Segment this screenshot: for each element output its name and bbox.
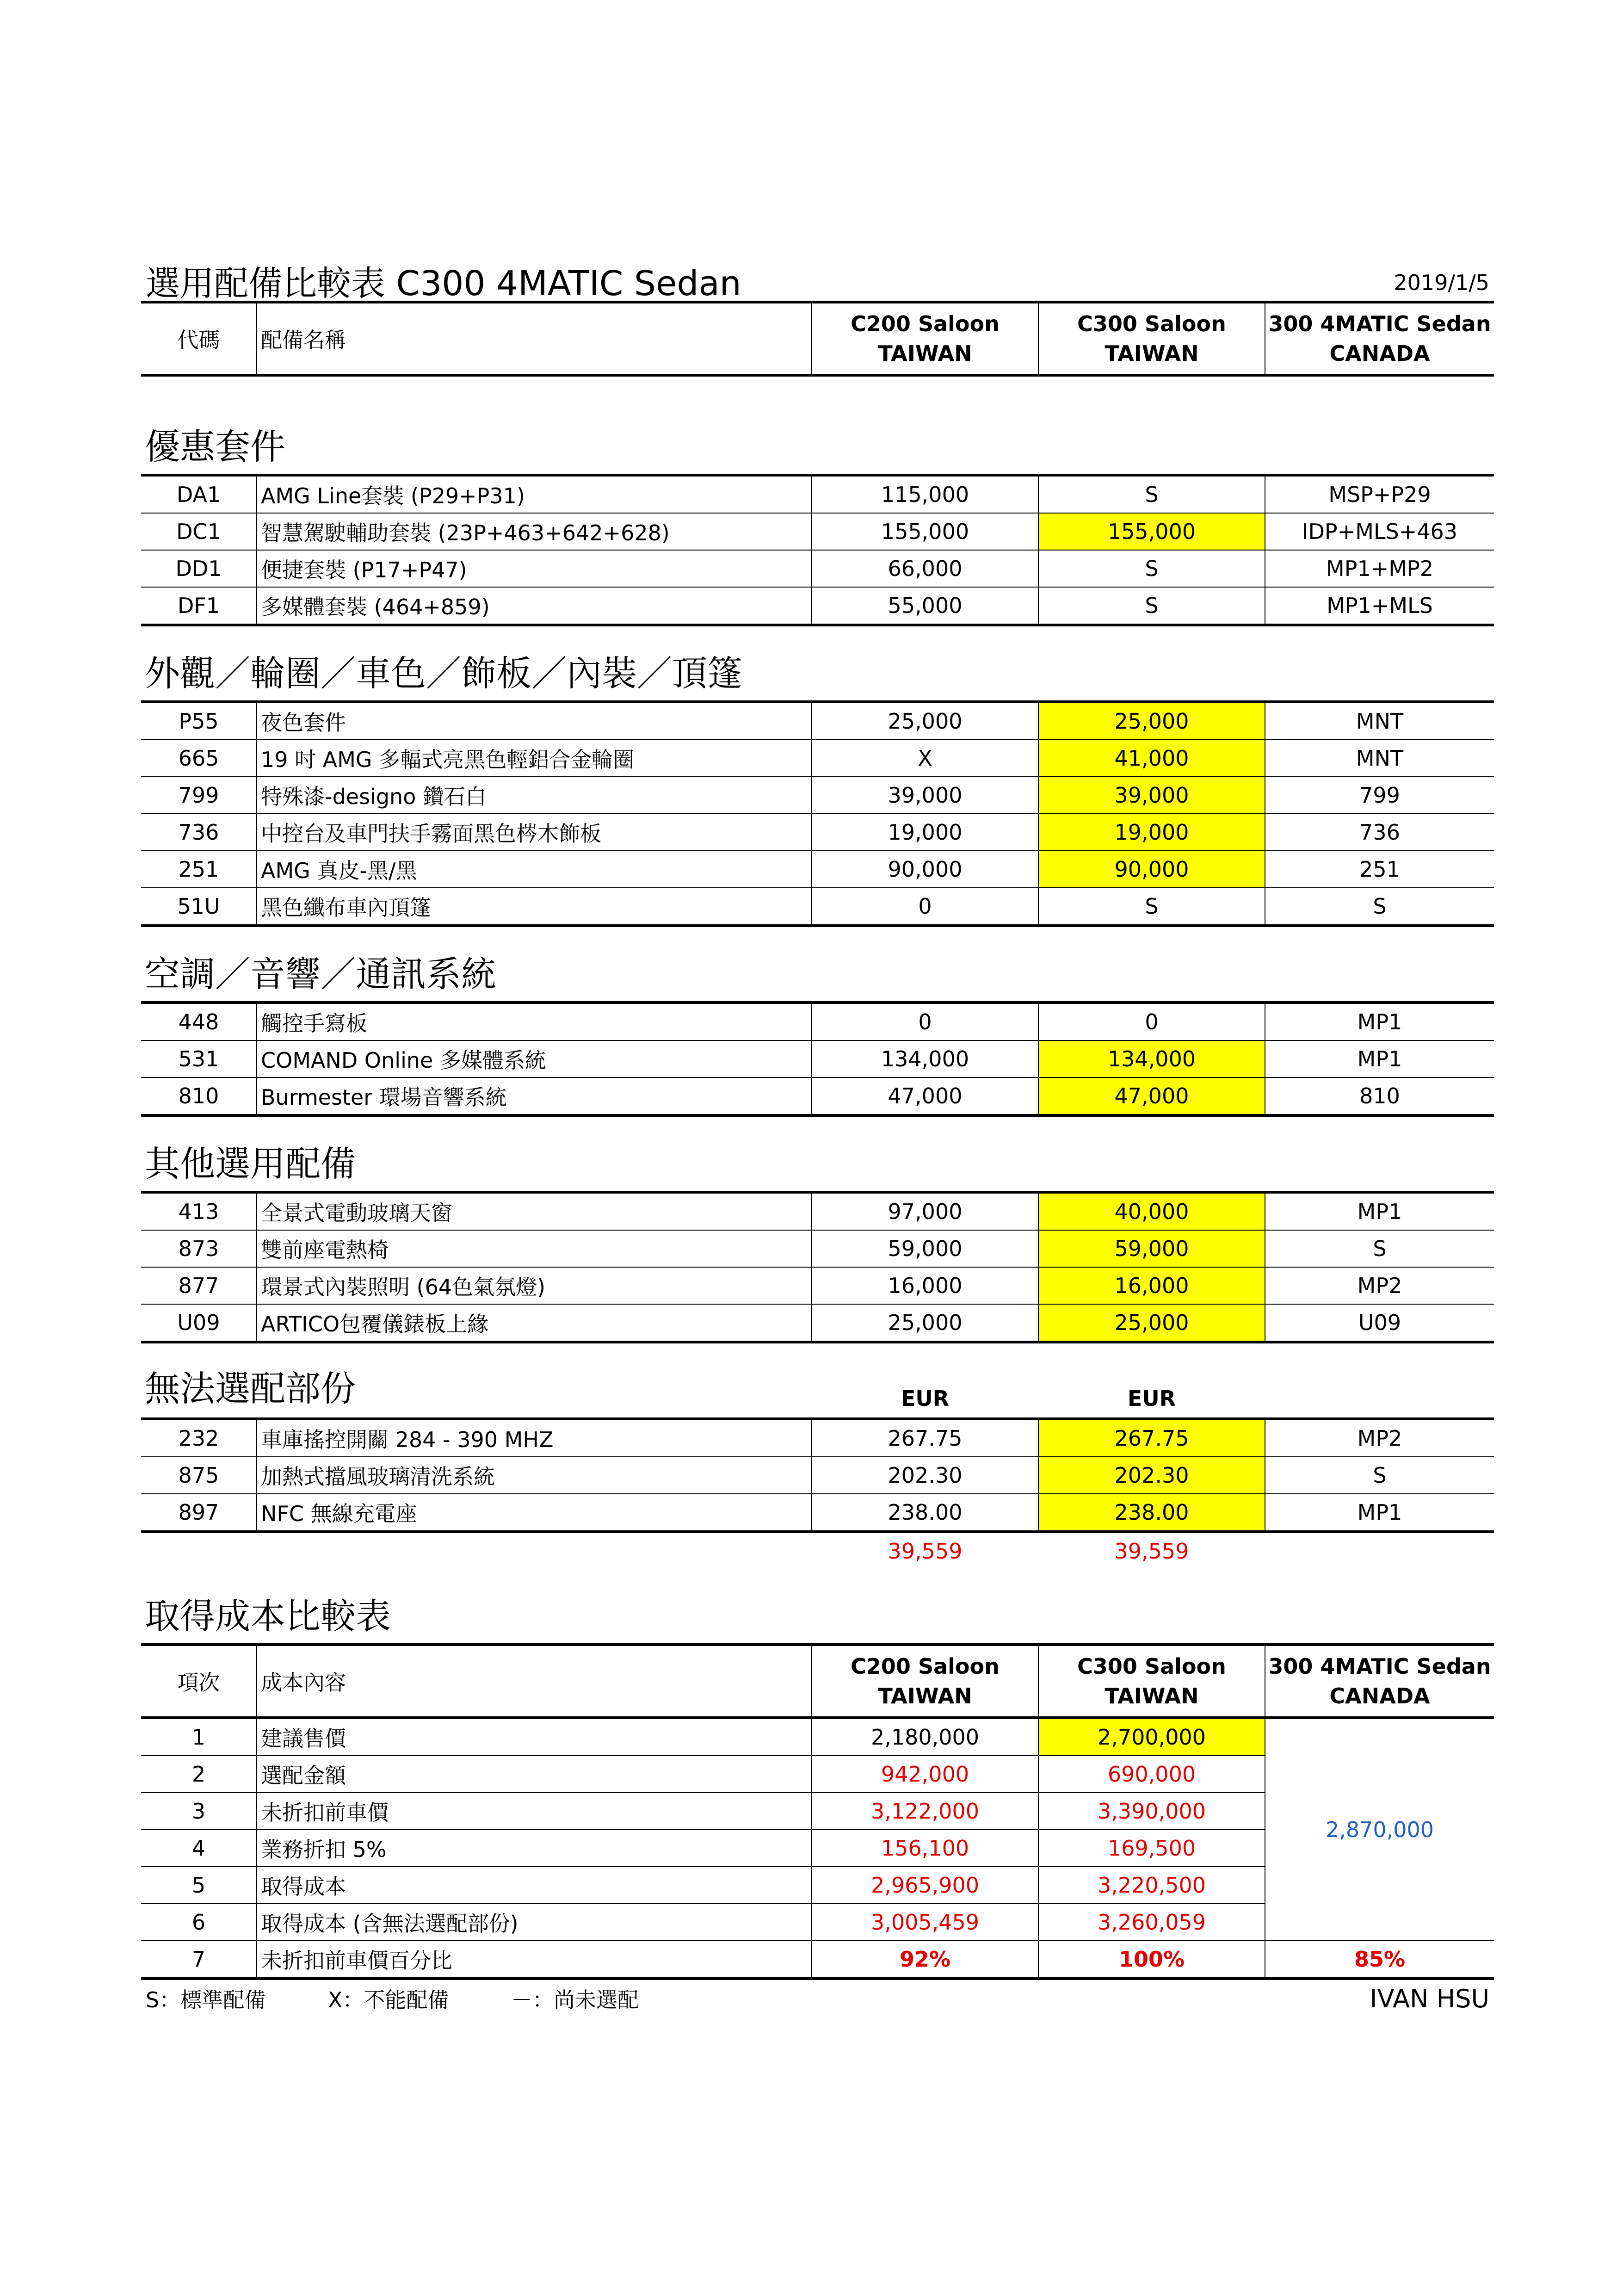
table-row	[141, 1267, 1494, 1304]
section-title: 優惠套件	[145, 426, 285, 467]
cost-section-title: 取得成本比較表	[145, 1596, 391, 1637]
header-c300-line2: TAIWAN	[1105, 341, 1199, 366]
option-code: DD1	[141, 550, 257, 587]
option-name: 加熱式擋風玻璃清洗系統	[257, 1457, 812, 1494]
cost-c300: 690,000	[1038, 1756, 1265, 1793]
section-table	[141, 474, 1494, 626]
item-number: 1	[141, 1718, 257, 1756]
header-canada	[1265, 302, 1494, 375]
code-canada: 736	[1265, 814, 1494, 851]
legend-unavailable: X：不能配備	[327, 1987, 449, 2012]
cost-c300: 3,390,000	[1038, 1793, 1265, 1830]
section-table	[141, 700, 1494, 927]
option-name: 中控台及車門扶手霧面黑色梣木飾板	[257, 814, 812, 851]
option-name: 特殊漆-designo 鑽石白	[257, 777, 812, 814]
header-canada-line1: 300 4MATIC Sedan	[1268, 311, 1491, 336]
option-name: 夜色套件	[257, 702, 812, 740]
table-row	[141, 1718, 1494, 1756]
option-code: 875	[141, 1457, 257, 1494]
option-code: 736	[141, 814, 257, 851]
option-name: COMAND Online 多媒體系統	[257, 1040, 812, 1077]
option-code: 232	[141, 1419, 257, 1457]
code-canada: S	[1265, 1457, 1494, 1494]
option-sections	[141, 377, 1494, 1362]
option-code: U09	[141, 1304, 257, 1342]
price-c300: 47,000	[1038, 1077, 1265, 1115]
code-canada: MSP+P29	[1265, 475, 1494, 513]
table-row	[141, 1077, 1494, 1115]
price-c200: 97,000	[812, 1192, 1038, 1230]
price-c300: S	[1038, 475, 1265, 513]
code-canada: MP1	[1265, 1003, 1494, 1040]
cost-header-c200	[812, 1645, 1038, 1718]
price-c300: 41,000	[1038, 740, 1265, 777]
option-code: P55	[141, 702, 257, 740]
price-c200: 202.30	[812, 1457, 1038, 1494]
code-canada: S	[1265, 1230, 1494, 1267]
cost-label: 業務折扣 5%	[257, 1830, 812, 1867]
item-number: 7	[141, 1941, 257, 1979]
option-code: DF1	[141, 587, 257, 625]
option-code: 897	[141, 1494, 257, 1532]
price-c200: 25,000	[812, 702, 1038, 740]
price-c300: 40,000	[1038, 1192, 1265, 1230]
table-row	[141, 814, 1494, 851]
option-name: AMG 真皮-黑/黑	[257, 851, 812, 888]
legend	[146, 1983, 694, 2014]
option-name: 黑色纖布車內頂篷	[257, 888, 812, 926]
cost-label: 取得成本	[257, 1867, 812, 1904]
currency-label-c200: EUR	[901, 1386, 950, 1411]
table-row	[141, 888, 1494, 926]
table-row	[141, 1457, 1494, 1494]
item-number: 3	[141, 1793, 257, 1830]
table-row	[141, 777, 1494, 814]
header-c200-line1: C200 Saloon	[851, 311, 1000, 336]
title-row	[141, 250, 1494, 301]
section-title: 其他選用配備	[145, 1143, 356, 1184]
table-row	[141, 702, 1494, 740]
section-title: 空調／音響／通訊系統	[145, 953, 496, 995]
item-number: 6	[141, 1904, 257, 1941]
cost-header-c300-line2: TAIWAN	[1105, 1683, 1199, 1708]
cost-header-row	[141, 1645, 1494, 1718]
code-canada: MP1+MP2	[1265, 550, 1494, 587]
cost-label: 未折扣前車價百分比	[257, 1941, 812, 1979]
cost-c300: 2,700,000	[1038, 1718, 1265, 1756]
code-canada: MP2	[1265, 1419, 1494, 1457]
code-canada: IDP+MLS+463	[1265, 513, 1494, 550]
option-name: 19 吋 AMG 多輻式亮黑色輕鋁合金輪圈	[257, 740, 812, 777]
option-code: 51U	[141, 888, 257, 926]
header-canada-line2: CANADA	[1329, 341, 1430, 366]
price-c200: 0	[812, 888, 1038, 926]
cost-label: 未折扣前車價	[257, 1793, 812, 1830]
total-c300: 39,559	[1114, 1539, 1189, 1564]
column-header-row	[141, 302, 1494, 375]
header-item: 項次	[141, 1645, 257, 1718]
option-name: AMG Line套裝 (P29+P31)	[257, 475, 812, 513]
price-c300: S	[1038, 888, 1265, 926]
option-code: 665	[141, 740, 257, 777]
header-table	[141, 301, 1494, 377]
option-code: 251	[141, 851, 257, 888]
header-c200-line2: TAIWAN	[878, 341, 972, 366]
price-c200: 0	[812, 1003, 1038, 1040]
total-c200: 39,559	[888, 1539, 963, 1564]
percent-canada: 85%	[1265, 1941, 1494, 1979]
option-code: 531	[141, 1040, 257, 1077]
cost-label: 選配金額	[257, 1756, 812, 1793]
price-c300: 16,000	[1038, 1267, 1265, 1304]
code-canada: 251	[1265, 851, 1494, 888]
option-code: 413	[141, 1192, 257, 1230]
option-name: 智慧駕駛輔助套裝 (23P+463+642+628)	[257, 513, 812, 550]
cost-header-canada	[1265, 1645, 1494, 1718]
code-canada: MP1+MLS	[1265, 587, 1494, 625]
price-c200: X	[812, 740, 1038, 777]
cost-header-c200-line1: C200 Saloon	[851, 1654, 1000, 1679]
header-c300-line1: C300 Saloon	[1077, 311, 1226, 336]
percent-row	[141, 1941, 1494, 1979]
price-c300: S	[1038, 587, 1265, 625]
option-name: NFC 無線充電座	[257, 1494, 812, 1532]
table-row	[141, 1192, 1494, 1230]
currency-label-c300: EUR	[1127, 1386, 1176, 1411]
price-c200: 155,000	[812, 513, 1038, 550]
table-row	[141, 1040, 1494, 1077]
cost-canada: 2,870,000	[1265, 1718, 1494, 1941]
comparison-sheet	[141, 250, 1494, 2017]
cost-c300: 3,220,500	[1038, 1867, 1265, 1904]
price-c300: 134,000	[1038, 1040, 1265, 1077]
code-canada: MNT	[1265, 740, 1494, 777]
table-row	[141, 1003, 1494, 1040]
table-row	[141, 740, 1494, 777]
price-c200: 25,000	[812, 1304, 1038, 1342]
price-c300: S	[1038, 550, 1265, 587]
price-c200: 47,000	[812, 1077, 1038, 1115]
option-name: 多媒體套裝 (464+859)	[257, 587, 812, 625]
option-name: 便捷套裝 (P17+P47)	[257, 550, 812, 587]
table-row	[141, 851, 1494, 888]
unavailable-table	[141, 1417, 1494, 1533]
price-c200: 90,000	[812, 851, 1038, 888]
cost-c200: 3,122,000	[812, 1793, 1038, 1830]
footer	[141, 1980, 1494, 2017]
cost-header-c300	[1038, 1645, 1265, 1718]
price-c300: 155,000	[1038, 513, 1265, 550]
document-date: 2019/1/5	[1394, 270, 1489, 295]
price-c300: 202.30	[1038, 1457, 1265, 1494]
cost-header-c300-line1: C300 Saloon	[1077, 1654, 1226, 1679]
price-c300: 39,000	[1038, 777, 1265, 814]
table-row	[141, 1419, 1494, 1457]
header-content: 成本內容	[257, 1645, 812, 1718]
legend-standard: S：標準配備	[146, 1987, 266, 2012]
section-table	[141, 1001, 1494, 1117]
cost-c200: 156,100	[812, 1830, 1038, 1867]
cost-c300: 169,500	[1038, 1830, 1265, 1867]
header-c200	[812, 302, 1038, 375]
price-c300: 25,000	[1038, 1304, 1265, 1342]
price-c200: 39,000	[812, 777, 1038, 814]
item-number: 5	[141, 1867, 257, 1904]
cost-header-c200-line2: TAIWAN	[878, 1683, 972, 1708]
price-c300: 19,000	[1038, 814, 1265, 851]
option-name: 車庫搖控開關 284 - 390 MHZ	[257, 1419, 812, 1457]
option-code: 799	[141, 777, 257, 814]
price-c300: 0	[1038, 1003, 1265, 1040]
option-code: 448	[141, 1003, 257, 1040]
author: IVAN HSU	[1370, 1984, 1489, 2013]
section-title: 無法選配部份	[145, 1368, 356, 1409]
table-row	[141, 475, 1494, 513]
header-c300	[1038, 302, 1265, 375]
cost-c200: 942,000	[812, 1756, 1038, 1793]
percent-c200: 92%	[812, 1941, 1038, 1979]
cost-label: 取得成本 (含無法選配部份)	[257, 1904, 812, 1941]
cost-c200: 2,965,900	[812, 1867, 1038, 1904]
option-name: Burmester 環場音響系統	[257, 1077, 812, 1115]
code-canada: MP1	[1265, 1192, 1494, 1230]
table-row	[141, 1494, 1494, 1532]
price-c200: 238.00	[812, 1494, 1038, 1532]
percent-c300: 100%	[1038, 1941, 1265, 1979]
unavailable-section-header	[141, 1362, 1494, 1417]
code-canada: MNT	[1265, 702, 1494, 740]
code-canada: 810	[1265, 1077, 1494, 1115]
option-code: 873	[141, 1230, 257, 1267]
header-name: 配備名稱	[257, 302, 812, 375]
cost-header-canada-line1: 300 4MATIC Sedan	[1268, 1654, 1491, 1679]
cost-header-canada-line2: CANADA	[1329, 1683, 1430, 1708]
price-c200: 66,000	[812, 550, 1038, 587]
table-row	[141, 587, 1494, 625]
code-canada: U09	[1265, 1304, 1494, 1342]
price-c300: 25,000	[1038, 702, 1265, 740]
option-code: DC1	[141, 513, 257, 550]
item-number: 4	[141, 1830, 257, 1867]
option-name: 環景式內裝照明 (64色氣氛燈)	[257, 1267, 812, 1304]
table-row	[141, 550, 1494, 587]
table-row	[141, 1304, 1494, 1342]
code-canada: MP1	[1265, 1494, 1494, 1532]
legend-not-selected: －：尚未選配	[511, 1987, 639, 2012]
price-c200: 19,000	[812, 814, 1038, 851]
cost-c300: 3,260,059	[1038, 1904, 1265, 1941]
price-c200: 134,000	[812, 1040, 1038, 1077]
page-title: 選用配備比較表 C300 4MATIC Sedan	[146, 264, 741, 303]
code-canada: 799	[1265, 777, 1494, 814]
price-c300: 238.00	[1038, 1494, 1265, 1532]
option-name: 全景式電動玻璃天窗	[257, 1192, 812, 1230]
price-c300: 267.75	[1038, 1419, 1265, 1457]
option-code: 877	[141, 1267, 257, 1304]
price-c300: 90,000	[1038, 851, 1265, 888]
code-canada: MP1	[1265, 1040, 1494, 1077]
cost-label: 建議售價	[257, 1718, 812, 1756]
cost-table	[141, 1643, 1494, 1980]
option-code: 810	[141, 1077, 257, 1115]
option-name: 雙前座電熱椅	[257, 1230, 812, 1267]
price-c300: 59,000	[1038, 1230, 1265, 1267]
code-canada: MP2	[1265, 1267, 1494, 1304]
section-title: 外觀／輪圈／車色／飾板／內裝／頂篷	[145, 653, 742, 694]
header-code: 代碼	[141, 302, 257, 375]
cost-c200: 3,005,459	[812, 1904, 1038, 1941]
option-name: ARTICO包覆儀錶板上緣	[257, 1304, 812, 1342]
cost-c200: 2,180,000	[812, 1718, 1038, 1756]
code-canada: S	[1265, 888, 1494, 926]
option-name: 觸控手寫板	[257, 1003, 812, 1040]
table-row	[141, 1230, 1494, 1267]
unavailable-totals	[141, 1533, 1494, 1569]
price-c200: 59,000	[812, 1230, 1038, 1267]
price-c200: 267.75	[812, 1419, 1038, 1457]
price-c200: 115,000	[812, 475, 1038, 513]
price-c200: 16,000	[812, 1267, 1038, 1304]
table-row	[141, 513, 1494, 550]
item-number: 2	[141, 1756, 257, 1793]
section-table	[141, 1191, 1494, 1343]
option-code: DA1	[141, 475, 257, 513]
price-c200: 55,000	[812, 587, 1038, 625]
